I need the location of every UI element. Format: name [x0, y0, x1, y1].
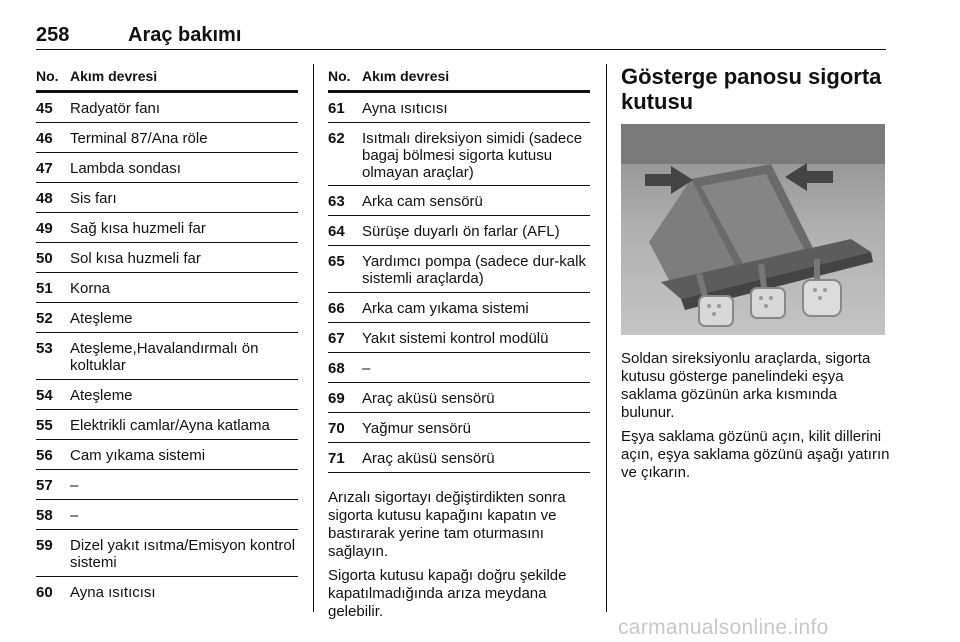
fuse-circuit: Sis farı: [70, 190, 117, 207]
fuse-number: 63: [328, 193, 345, 210]
table-row: [36, 243, 298, 273]
fuse-circuit: Radyatör fanı: [70, 100, 161, 117]
fuse-table-right: [328, 64, 590, 627]
fuse-circuit: Dizel yakıt ısıtma/Emisyon kontrol sistemi: [70, 537, 296, 571]
table-row: [36, 93, 298, 123]
fuse-circuit: Sağ kısa huzmeli far: [70, 220, 206, 237]
paragraph: Sigorta kutusu kapağı doğru şekilde kapatılmadığında arıza meydana gelebilir.: [328, 567, 567, 620]
fuse-circuit: Araç aküsü sensörü: [362, 450, 495, 467]
fuse-number: 46: [36, 130, 53, 147]
header-no: No.: [36, 68, 59, 84]
table-row: [36, 333, 298, 380]
fuse-circuit: Sol kısa huzmeli far: [70, 250, 201, 267]
page-header: [36, 24, 886, 50]
fuse-number: 57: [36, 477, 53, 494]
table-row: [36, 153, 298, 183]
fuse-circuit: Ayna ısıtıcısı: [362, 100, 448, 117]
table-row: [328, 413, 590, 443]
fuse-circuit: Sürüşe duyarlı ön farlar (AFL): [362, 223, 560, 240]
table-row: [328, 353, 590, 383]
table-row: [328, 443, 590, 473]
column-divider: [313, 64, 314, 612]
fuse-circuit: Korna: [70, 280, 111, 297]
body-text: [621, 350, 891, 482]
fuse-number: 54: [36, 387, 53, 404]
page-number: 258: [36, 24, 70, 46]
table-row: [328, 216, 590, 246]
fuse-number: 71: [328, 450, 345, 467]
fuse-circuit: –: [362, 360, 371, 377]
fuse-circuit: Cam yıkama sistemi: [70, 447, 206, 464]
table-row: [36, 530, 298, 577]
header-circuit: Akım devresi: [70, 68, 158, 84]
fuse-number: 48: [36, 190, 53, 207]
fuse-circuit: Yardımcı pompa (sadece dur-kalk sistemli araçlarda): [362, 253, 586, 287]
watermark: carmanualsonline.info: [618, 616, 829, 639]
table-row: [36, 410, 298, 440]
fuse-circuit: Ateşleme: [70, 310, 133, 327]
fuse-number: 66: [328, 300, 345, 317]
fuse-number: 65: [328, 253, 345, 270]
fuse-number: 67: [328, 330, 345, 347]
fuse-table-left: [36, 64, 298, 606]
header-no: No.: [328, 68, 351, 84]
header-rule: [36, 49, 886, 50]
table-row: [328, 186, 590, 216]
fuse-number: 58: [36, 507, 53, 524]
fuse-number: 50: [36, 250, 53, 267]
table-row: [328, 323, 590, 353]
table-row: [36, 440, 298, 470]
fuse-circuit: Arka cam yıkama sistemi: [362, 300, 529, 317]
header-circuit: Akım devresi: [362, 68, 450, 84]
fuse-number: 69: [328, 390, 345, 407]
table-header: [328, 64, 590, 93]
table-row: [328, 93, 590, 123]
fuse-circuit: Arka cam sensörü: [362, 193, 483, 210]
table-row: [328, 123, 590, 186]
table-row: [36, 213, 298, 243]
fuse-circuit: Lambda sondası: [70, 160, 181, 177]
fuse-number: 60: [36, 584, 53, 601]
table-row: [328, 246, 590, 293]
paragraph: Soldan sireksiyonlu araçlarda, sigorta kutusu gösterge panelindeki eşya saklama gözünün arka kısmında bulunur.: [621, 350, 871, 421]
fuse-number: 52: [36, 310, 53, 327]
table-row: [36, 470, 298, 500]
fuse-circuit: –: [70, 477, 79, 494]
fuse-number: 68: [328, 360, 345, 377]
fuse-circuit: Yakıt sistemi kontrol modülü: [362, 330, 549, 347]
fuse-number: 59: [36, 537, 53, 554]
table-row: [328, 293, 590, 323]
table-row: [36, 183, 298, 213]
table-header: [36, 64, 298, 93]
paragraph: Arızalı sigortayı değiştirdikten sonra sigorta kutusu kapağını kapatın ve bastırarak yerine tam oturmasını sağlayın.: [328, 489, 566, 560]
table-row: [36, 380, 298, 410]
table-row: [36, 123, 298, 153]
column-divider: [606, 64, 607, 612]
fuse-number: 56: [36, 447, 53, 464]
fuse-number: 47: [36, 160, 53, 177]
fuse-number: 64: [328, 223, 345, 240]
fuse-circuit: Araç aküsü sensörü: [362, 390, 495, 407]
fuse-number: 45: [36, 100, 53, 117]
section-title: Gösterge panosu sigorta kutusu: [621, 64, 882, 114]
fuse-number: 55: [36, 417, 53, 434]
fuse-number: 70: [328, 420, 345, 437]
body-text: [328, 489, 590, 621]
paragraph: Eşya saklama gözünü açın, kilit dillerini açın, eşya saklama gözünü aşağı yatırın ve çıkarın.: [621, 428, 890, 481]
fuse-circuit: Elektrikli camlar/Ayna katlama: [70, 417, 270, 434]
fuse-number: 53: [36, 340, 53, 357]
table-row: [36, 577, 298, 606]
fuse-circuit: Ateşleme: [70, 387, 133, 404]
table-row: [328, 383, 590, 413]
fuse-circuit: Terminal 87/Ana röle: [70, 130, 208, 147]
table-row: [36, 303, 298, 333]
fuse-box-photo: [621, 124, 885, 335]
fuse-circuit: Ayna ısıtıcısı: [70, 584, 156, 601]
fuse-circuit: Ateşleme,Havalandırmalı ön koltuklar: [70, 340, 259, 374]
table-row: [36, 273, 298, 303]
fuse-number: 62: [328, 130, 345, 147]
fuse-circuit: Isıtmalı direksiyon simidi (sadece bagaj bölmesi sigorta kutusu olmayan araçlar): [362, 130, 583, 181]
fuse-number: 49: [36, 220, 53, 237]
fuse-number: 51: [36, 280, 53, 297]
fuse-circuit: –: [70, 507, 79, 524]
fuse-number: 61: [328, 100, 345, 117]
instrument-panel-section: [621, 64, 891, 488]
fuse-circuit: Yağmur sensörü: [362, 420, 471, 437]
table-row: [36, 500, 298, 530]
chapter-title: Araç bakımı: [128, 24, 242, 46]
